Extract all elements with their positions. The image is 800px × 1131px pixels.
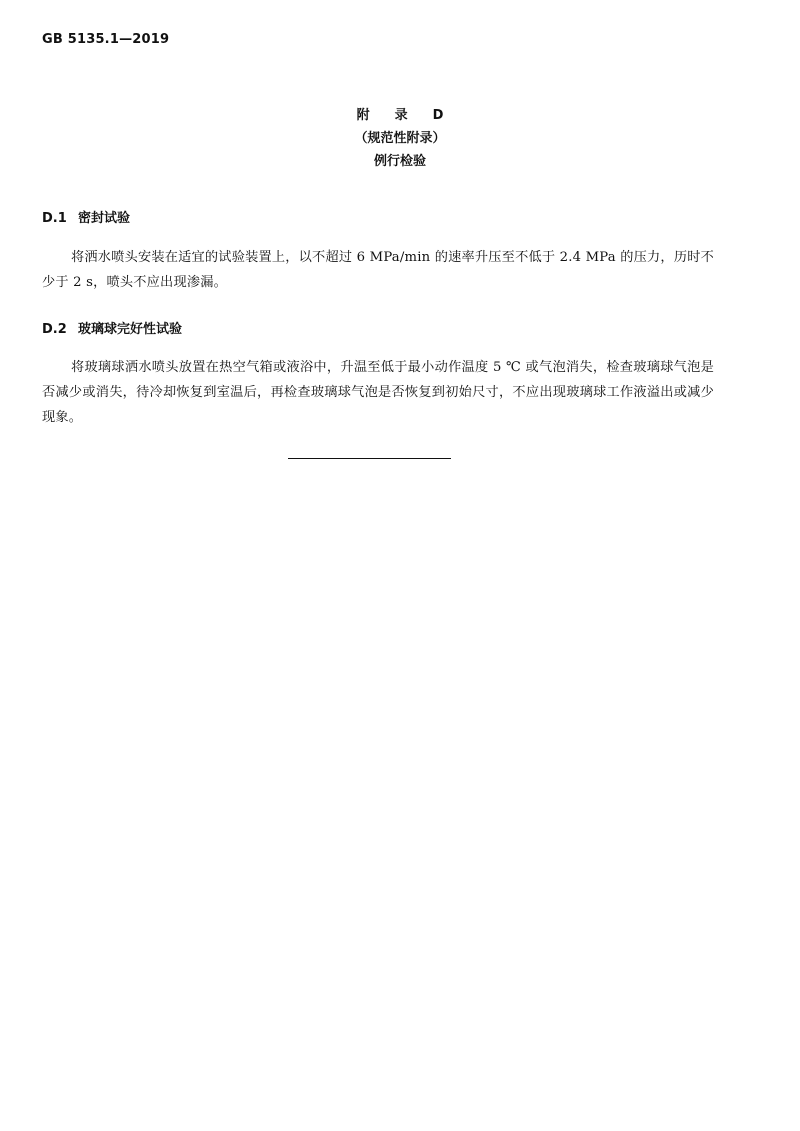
- end-of-document-rule: [288, 458, 451, 459]
- section-title: 密封试验: [78, 211, 131, 226]
- section-number: D.1: [42, 211, 67, 226]
- section-heading-d1: [42, 207, 130, 226]
- section-title: 玻璃球完好性试验: [78, 322, 183, 337]
- standard-code: GB 5135.1—2019: [42, 32, 170, 47]
- section-body-d1: 将洒水喷头安装在适宜的试验装置上，以不超过 6 MPa/min 的速率升压至不低于 2.4 MPa 的压力，历时不少于 2 s，喷头不应出现渗漏。: [42, 250, 714, 290]
- appendix-nature: （规范性附录）: [354, 131, 446, 146]
- section-body-d2: 将玻璃球洒水喷头放置在热空气箱或液浴中，升温至低于最小动作温度 5 ℃ 或气泡消失，检查玻璃球气泡是否减少或消失，待冷却恢复到室温后，再检查玻璃球气泡是否恢复到初始尺寸，不应出现玻璃球工作液溢出或减少现象。: [42, 360, 714, 425]
- section-heading-d2: [42, 318, 182, 337]
- appendix-title: 附 录 D: [356, 108, 450, 123]
- appendix-name: 例行检验: [373, 154, 426, 169]
- section-number: D.2: [42, 322, 67, 337]
